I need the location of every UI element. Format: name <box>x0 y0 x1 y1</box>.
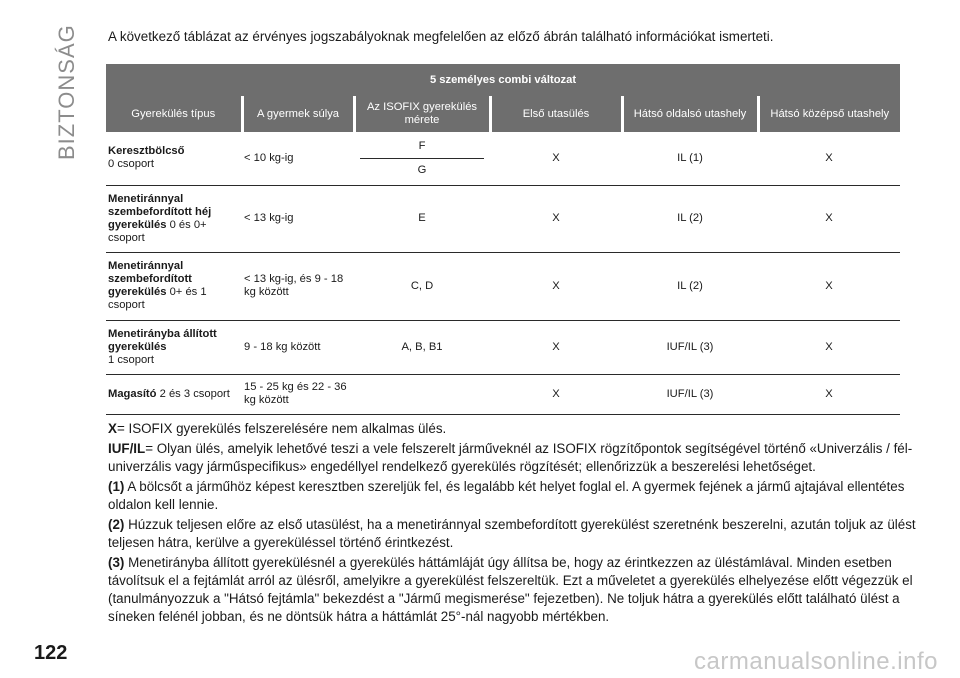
seat-type-group: 0 csoport <box>108 158 155 171</box>
table-header-row <box>106 96 900 132</box>
cell-front-passenger: X <box>490 320 622 374</box>
cell-front-passenger: X <box>490 132 622 185</box>
cell-weight: < 10 kg-ig <box>242 132 354 185</box>
cell-seat-type <box>106 320 242 374</box>
table-row <box>106 320 900 374</box>
footnote <box>108 516 940 552</box>
child-seat-table <box>106 64 900 415</box>
footnote <box>108 478 940 514</box>
footnote-text: A bölcsőt a járműhöz képest keresztben szereljük fel, és legalább két helyet foglal el. A gyermek fejének a jármű ajtajával ellentétes oldalon kell lennie. <box>108 479 905 512</box>
page-number: 122 <box>34 642 68 664</box>
footnote <box>108 440 940 476</box>
header-rear-side: Hátsó oldalsó utashely <box>622 96 758 132</box>
cell-front-passenger: X <box>490 252 622 320</box>
seat-type-name: Magasító <box>108 387 157 400</box>
seat-type-group: 0+ és 1 csoport <box>108 286 207 311</box>
cell-weight: 9 - 18 kg között <box>242 320 354 374</box>
size-divider-line <box>360 158 484 159</box>
cell-front-passenger: X <box>490 374 622 414</box>
cell-rear-side: IL (2) <box>622 252 758 320</box>
cell-weight: 15 - 25 kg és 22 - 36 kg között <box>242 374 354 414</box>
isofix-size-top: F <box>418 139 426 152</box>
section-side-title-text: BIZTONSÁG <box>54 24 79 160</box>
cell-rear-center: X <box>758 252 900 320</box>
cell-rear-center: X <box>758 185 900 252</box>
header-rear-center: Hátsó középső utashely <box>758 96 900 132</box>
cell-isofix-size: C, D <box>354 252 490 320</box>
footnote-text: Menetirányba állított gyerekülésnél a gyerekülés háttámláját úgy állítsa be, hogy az érintkezzen az üléstámlával. Minden esetben távolítsuk el a fejtámlát arról az ülésről, amelyikre a gyerekülést felszereltük. Ezt a műveletet a gyerekülés elhelyezése előtt végezzük el (tanulmányozzuk a "Hátsó fejtámla" bekezdést a "Jármű megismerése" fejezetben). Ne toljuk hátra a gyerekülés előtt található ülést a síneken felénél jobban, és ne döntsük hátra a háttámlát 25°-nál nagyobb mértékben. <box>108 555 913 624</box>
cell-seat-type <box>106 185 242 252</box>
table-caption-row <box>106 64 900 96</box>
footnote-text: = ISOFIX gyerekülés felszerelésére nem alkalmas ülés. <box>116 421 447 436</box>
cell-rear-center: X <box>758 132 900 185</box>
cell-weight: < 13 kg-ig <box>242 185 354 252</box>
seat-type-name: Keresztbölcső <box>108 145 185 158</box>
table-caption: 5 személyes combi változat <box>106 64 900 96</box>
cell-weight: < 13 kg-ig, és 9 - 18 kg között <box>242 252 354 320</box>
seat-type-group: 1 csoport <box>108 353 155 366</box>
seat-type-name: Menetiránnyal szembefordított héj gyerekülés <box>108 192 212 231</box>
table-row <box>106 185 900 252</box>
cell-front-passenger: X <box>490 185 622 252</box>
cell-rear-side: IUF/IL (3) <box>622 320 758 374</box>
footnotes <box>108 420 940 628</box>
cell-rear-center: X <box>758 374 900 414</box>
seat-type-group: 2 és 3 csoport <box>159 387 230 400</box>
seat-type-group: 0 és 0+ csoport <box>108 218 207 244</box>
cell-rear-center: X <box>758 320 900 374</box>
table-row <box>106 252 900 320</box>
header-seat-type: Gyerekülés típus <box>106 96 242 132</box>
cell-seat-type <box>106 252 242 320</box>
intro-paragraph: A következő táblázat az érvényes jogszabályoknak megfelelően az előző ábrán található információkat ismerteti. <box>108 29 774 44</box>
footnote-text: Húzzuk teljesen előre az első utasülést, ha a menetiránnyal szembefordított gyerekülést szeretnénk beszerelni, azután toljuk az ülést teljesen hátra, kerülve a gyereküléssel történő érintkezést. <box>108 517 916 550</box>
footnote-text: = Olyan ülés, amelyik lehetővé teszi a vele felszerelt járműveknél az ISOFIX rögzítőpontok segítségével történő «Univerzális / fél-univerzális vagy járműspecifikus» engedéllyel rendelkező gyerekülés rögzítését; ellenőrizzük a beszerelési lehetőséget. <box>108 441 913 474</box>
header-child-weight: A gyermek súlya <box>242 96 354 132</box>
footnote <box>108 420 940 438</box>
footnote-key: X <box>108 421 117 436</box>
isofix-size-bottom: G <box>417 163 427 176</box>
cell-isofix-size <box>354 132 490 185</box>
table-row <box>106 374 900 414</box>
footnote-key: (1) <box>108 479 125 494</box>
cell-rear-side: IL (1) <box>622 132 758 185</box>
section-side-title <box>52 24 92 160</box>
cell-rear-side: IL (2) <box>622 185 758 252</box>
seat-type-name: Menetiránnyal szembefordított gyerekülés <box>108 260 192 298</box>
cell-seat-type <box>106 374 242 414</box>
cell-rear-side: IUF/IL (3) <box>622 374 758 414</box>
cell-isofix-size: E <box>354 185 490 252</box>
table-row <box>106 132 900 185</box>
header-isofix-size: Az ISOFIX gyerekülés mérete <box>354 96 490 132</box>
cell-isofix-size <box>354 374 490 414</box>
seat-type-name: Menetirányba állított gyerekülés <box>108 327 217 353</box>
cell-seat-type <box>106 132 242 185</box>
header-front-passenger: Első utasülés <box>490 96 622 132</box>
footnote-key: IUF/IL <box>108 441 146 456</box>
footnote-key: (2) <box>108 517 125 532</box>
watermark: carmanualsonline.info <box>694 648 938 675</box>
footnote <box>108 554 940 626</box>
cell-isofix-size: A, B, B1 <box>354 320 490 374</box>
footnote-key: (3) <box>108 555 125 570</box>
